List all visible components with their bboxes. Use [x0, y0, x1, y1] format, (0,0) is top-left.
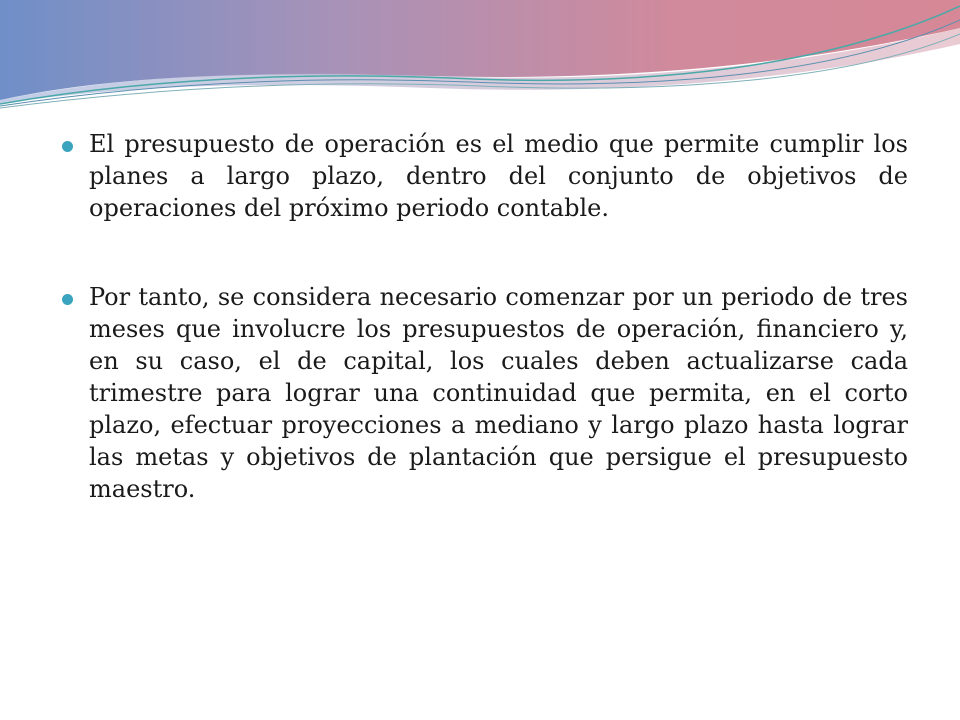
- header-wave-decoration: [0, 0, 960, 120]
- bullet-dot-icon: [62, 141, 73, 152]
- bullet-text: Por tanto, se considera necesario comenzar por un periodo de tres meses que involucre los presupuestos de operación, financiero y, en su caso, el de capital, los cuales deben actualizarse cada trimestre para lograr una continuidad que permita, en el corto plazo, efectuar proyecciones a mediano y largo plazo hasta lograr las metas y objetivos de plantación que persigue el presupuesto maestro.: [89, 283, 908, 503]
- bullet-list: [58, 128, 908, 505]
- bullet-text: El presupuesto de operación es el medio que permite cumplir los planes a largo plazo, dentro del conjunto de objetivos de operaciones del próximo periodo contable.: [89, 130, 908, 222]
- bullet-item: [58, 281, 908, 505]
- bullet-dot-icon: [62, 294, 73, 305]
- bullet-item: [58, 128, 908, 224]
